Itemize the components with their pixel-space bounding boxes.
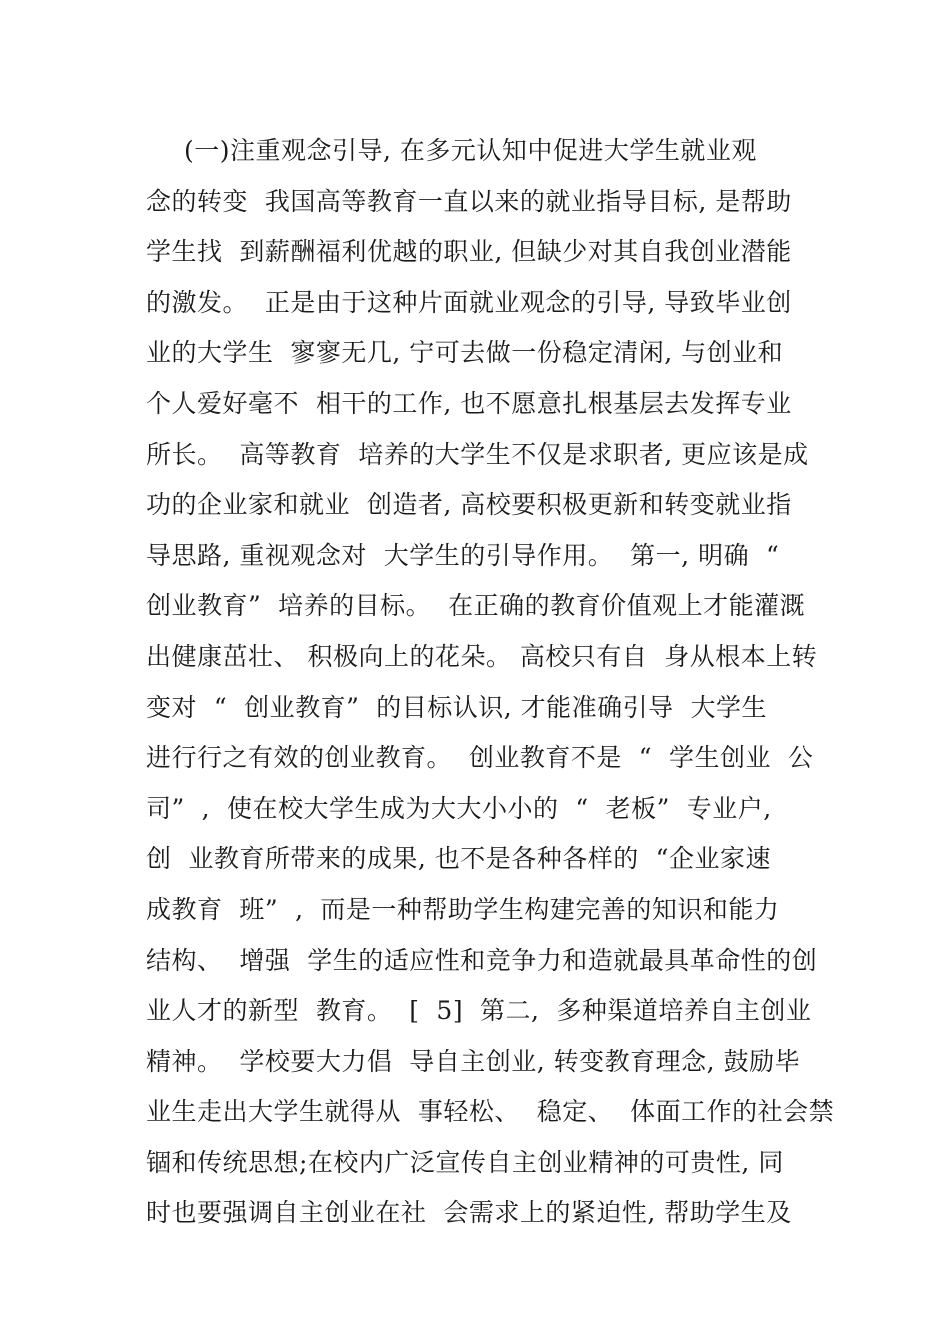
text-line: 的激发。 正是由于这种片面就业观念的引导, 导致毕业创 <box>146 287 792 317</box>
text-line: 精神。 学校要大力倡 导自主创业, 转变教育理念, 鼓励毕 <box>146 1046 801 1076</box>
text-line: 成教育 班” , 而是一种帮助学生构建完善的知识和能力 <box>146 894 780 924</box>
text-line: 创 业教育所带来的成果, 也不是各种各样的 “企业家速 <box>146 844 771 874</box>
body-text <box>146 126 835 1239</box>
text-line: 变对 “ 创业教育” 的目标认识, 才能准确引导 大学生 <box>146 692 768 722</box>
text-line: (一)注重观念引导, 在多元认知中促进大学生就业观 <box>184 136 757 165</box>
text-line: 锢和传统思想;在校内广泛宣传自主创业精神的可贵性, 同 <box>146 1147 784 1177</box>
text-line: 进行行之有效的创业教育。 创业教育不是 “ 学生创业 公 <box>146 743 814 773</box>
text-line: 学生找 到薪酬福利优越的职业, 但缺少对其自我创业潜能 <box>146 237 792 267</box>
text-line: 业的大学生 寥寥无几, 宁可去做一份稳定清闲, 与创业和 <box>146 338 784 368</box>
text-line: 司” , 使在校大学生成为大大小小的 “ 老板” 专业户, <box>146 793 772 823</box>
text-line: 个人爱好毫不 相干的工作, 也不愿意扎根基层去发挥专业 <box>146 388 792 418</box>
text-line: 出健康茁壮、 积极向上的花朵。 高校只有自 身从根本上转 <box>146 641 818 671</box>
text-line: 结构、 增强 学生的适应性和竞争力和造就最具革命性的创 <box>146 945 818 975</box>
text-line: 所长。 高等教育 培养的大学生不仅是求职者, 更应该是成 <box>146 439 809 469</box>
text-line: 时也要强调自主创业在社 会需求上的紧迫性, 帮助学生及 <box>146 1198 792 1228</box>
text-line: 念的转变 我国高等教育一直以来的就业指导目标, 是帮助 <box>146 186 792 216</box>
text-line: 业人才的新型 教育。 [ 5] 第二, 多种渠道培养自主创业 <box>146 996 812 1026</box>
text-line: 业生走出大学生就得从 事轻松、 稳定、 体面工作的社会禁 <box>146 1097 835 1127</box>
text-line: 创业教育” 培养的目标。 在正确的教育价值观上才能灌溉 <box>146 591 806 621</box>
text-line: 功的企业家和就业 创造者, 高校要积极更新和转变就业指 <box>146 490 792 520</box>
text-line: 导思路, 重视观念对 大学生的引导作用。 第一, 明确 “ <box>146 540 780 570</box>
